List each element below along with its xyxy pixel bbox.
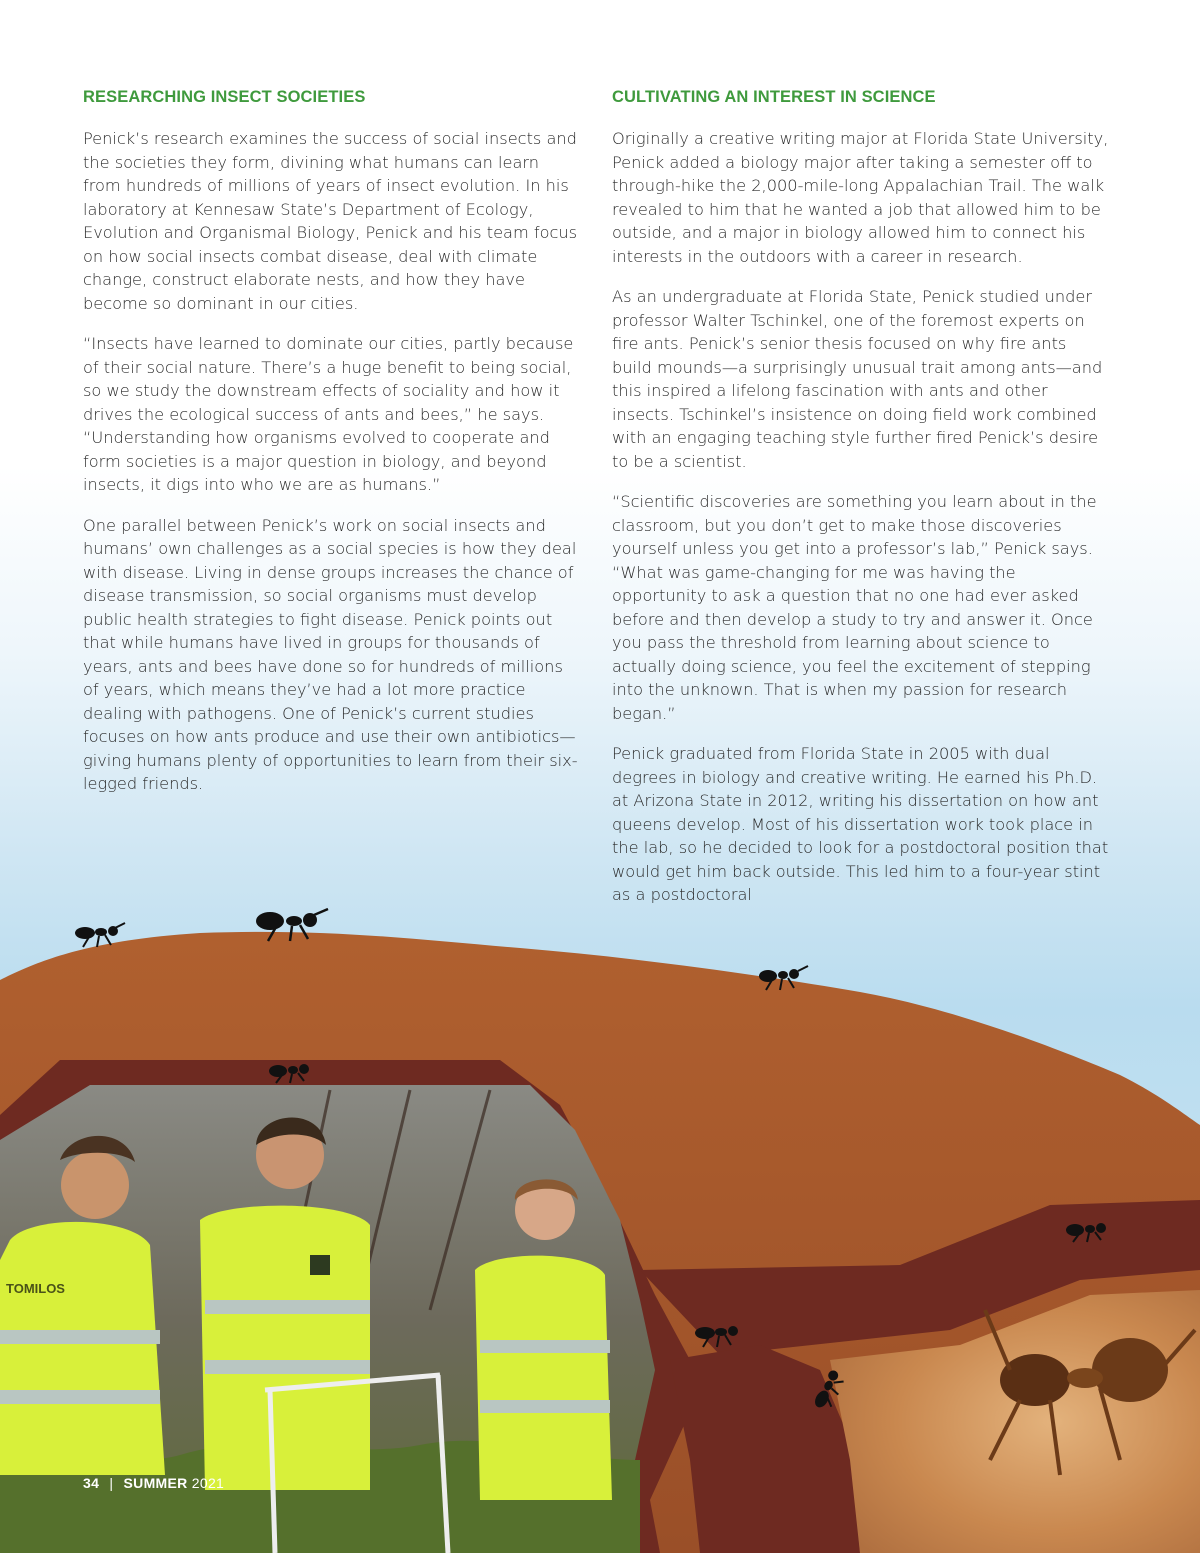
ant-mound-illustration (0, 900, 1200, 1553)
issue-year: 2021 (191, 1475, 225, 1491)
page-number: 34 (83, 1475, 100, 1491)
body-paragraph: Penick’s research examines the success of social insects and the societies they form, divining what humans can learn from hundreds of millions of years of insect evolution. In his laboratory at Kennesaw State’s Department of Ecology, Evolution and Organismal Biology, Penick and his team focus on how social insects combat disease, deal with climate change, construct elaborate nests, and how they have become so dominant in our cities. (83, 129, 578, 313)
body-paragraph: Originally a creative writing major at Florida State University, Penick added a biology major after taking a semester off to through-hike the 2,000-mile-long Appalachian Trail. The walk revealed to him that he wanted a job that allowed him to be outside, and a major in biology allowed him to connect his interests in the outdoors with a career in research. (612, 129, 1109, 266)
section-heading-researching: RESEARCHING INSECT SOCIETIES (83, 88, 366, 106)
issue-season: SUMMER (123, 1475, 188, 1491)
body-paragraph: Penick graduated from Florida State in 2005 with dual degrees in biology and creative writing. He earned his Ph.D. at Arizona State in 2012, writing his dissertation on how ant queens develop. Most of his dissertation work took place in the lab, so he decided to look for a postdoctoral position that would get him back outside. This led him to a four-year stint as a postdoctoral (612, 744, 1109, 904)
column-right (612, 88, 1110, 924)
page-footer (83, 1475, 224, 1491)
body-paragraph: “Scientific discoveries are something you learn about in the classroom, but you don’t get to make those discoveries yourself unless you get into a professor’s lab,” Penick says. “What was game-changing for me was having the opportunity to ask a question that no one had ever asked before and then develop a study to try and answer it. Once you pass the threshold from learning about science to actually doing science, you feel the excitement of stepping into the unknown. That is when my passion for research began.” (612, 492, 1097, 723)
body-paragraph: “Insects have learned to dominate our cities, partly because of their social nature. There’s a huge benefit to being social, so we study the downstream effects of sociality and how it drives the ecological success of ants and bees,” he says. “Understanding how organisms evolved to cooperate and form societies is a major question in biology, and beyond insects, it digs into who we are as humans.” (83, 334, 574, 494)
body-paragraph: One parallel between Penick’s work on social insects and humans’ own challenges as a social species is how they deal with disease. Living in dense groups increases the chance of disease transmission, so social organisms must develop public health strategies to fight disease. Penick points out that while humans have lived in groups for thousands of years, ants and bees have done so for hundreds of millions of years, which means they’ve had a lot more practice dealing with pathogens. One of Penick’s current studies focuses on how ants produce and use their own antibiotics—giving humans plenty of opportunities to learn from their six-legged friends. (83, 515, 578, 793)
vest-text: TOMILOS (6, 1281, 65, 1296)
footer-separator: | (109, 1475, 114, 1491)
section-heading-cultivating: CULTIVATING AN INTEREST IN SCIENCE (612, 88, 936, 106)
column-left (83, 88, 581, 813)
body-paragraph: As an undergraduate at Florida State, Penick studied under professor Walter Tschinkel, one of the foremost experts on fire ants. Penick’s senior thesis focused on why fire ants build mounds—a surprisingly unusual trait among ants—and this inspired a lifelong fascination with ants and other insects. Tschinkel’s insistence on doing field work combined with an engaging teaching style further fired Penick’s desire to be a scientist. (612, 287, 1103, 471)
